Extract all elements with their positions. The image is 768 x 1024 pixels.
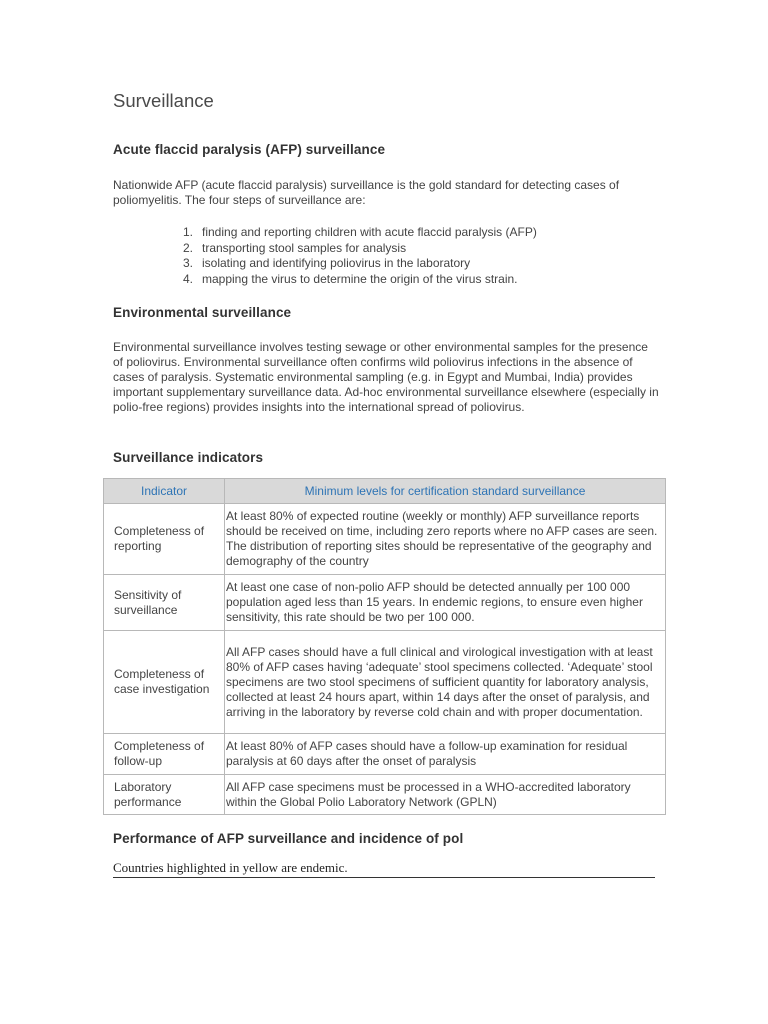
indicator-name: Completeness of follow-up [104, 734, 225, 775]
step-number: 1. [183, 225, 194, 239]
environmental-text: Environmental surveillance involves testing sewage or other environmental samples for the presence of poliovirus. Environmental surveillance often confirms wild poliovirus infections in the absence of cases of paralysis. Systematic environmental sampling (e.g. in Egypt and Mumbai, India) provides important supplementary surveillance data. Ad-hoc environmental surveillance elsewhere (especially in polio-free regions) provides insights into the international spread of poliovirus. [113, 340, 659, 414]
indicator-minimum: All AFP case specimens must be processed in a WHO-accredited laboratory within the Global Polio Laboratory Network (GPLN) [225, 775, 666, 815]
table-row [104, 775, 666, 815]
indicator-name: Completeness of reporting [104, 504, 225, 575]
step-number: 4. [183, 271, 194, 286]
table-row [104, 504, 666, 575]
column-header-minimum: Minimum levels for certification standard surveillance [225, 479, 666, 504]
indicator-name: Sensitivity of surveillance [104, 575, 225, 631]
afp-steps-list [183, 225, 537, 287]
table-header-row [104, 479, 666, 504]
list-item [183, 241, 537, 257]
page-title: Surveillance [113, 90, 214, 111]
indicator-minimum: At least one case of non-polio AFP should be detected annually per 100 000 population aged less than 15 years. In endemic regions, to ensure even higher sensitivity, this rate should be two per 100 000. [225, 575, 666, 631]
list-item [183, 256, 537, 272]
indicator-minimum: All AFP cases should have a full clinical and virological investigation with at least 80% of AFP cases having ‘adequate’ stool specimens collected. ‘Adequate’ stool specimens are two stool specimens of sufficient quantity for laboratory analysis, collected at least 24 hours apart, within 14 days after the onset of paralysis, and arriving in the laboratory by reverse cold chain and with proper documentation. [225, 631, 666, 734]
indicator-minimum: At least 80% of expected routine (weekly or monthly) AFP surveillance reports should be received on time, including zero reports where no AFP cases are seen. The distribution of reporting sites should be representative of the geography and demography of the country [225, 504, 666, 575]
endemic-caption: Countries highlighted in yellow are endemic. [113, 860, 655, 878]
environmental-heading: Environmental surveillance [113, 305, 292, 320]
indicator-name: Laboratory performance [104, 775, 225, 815]
afp-intro: Nationwide AFP (acute flaccid paralysis) surveillance is the gold standard for detecting cases of poliomyelitis. The four steps of surveillance are: [113, 178, 620, 207]
afp-heading: Acute flaccid paralysis (AFP) surveillance [113, 142, 386, 157]
step-number: 3. [183, 256, 194, 270]
list-item [183, 225, 537, 241]
indicator-minimum: At least 80% of AFP cases should have a follow-up examination for residual paralysis at 60 days after the onset of paralysis [225, 734, 666, 775]
indicators-heading: Surveillance indicators [113, 450, 264, 465]
list-item [183, 272, 537, 288]
column-header-indicator: Indicator [104, 479, 225, 504]
indicator-name: Completeness of case investigation [104, 631, 225, 734]
indicators-table [103, 478, 666, 815]
step-text: transporting stool samples for analysis [202, 240, 407, 255]
table-row [104, 575, 666, 631]
step-text: finding and reporting children with acute flaccid paralysis (AFP) [202, 225, 537, 239]
table-row [104, 631, 666, 734]
performance-heading: Performance of AFP surveillance and incidence of pol [113, 831, 464, 846]
step-text: isolating and identifying poliovirus in the laboratory [202, 256, 471, 270]
step-number: 2. [183, 240, 194, 255]
table-row [104, 734, 666, 775]
step-text: mapping the virus to determine the origin of the virus strain. [202, 271, 518, 286]
